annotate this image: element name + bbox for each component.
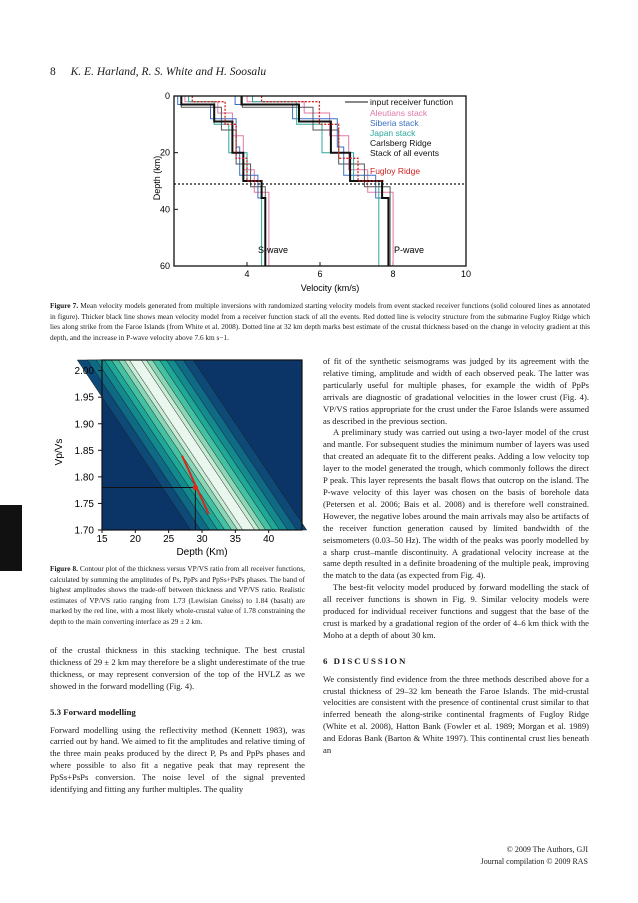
fig8-yticks xyxy=(75,366,102,536)
figure-8-caption-text: Contour plot of the thickness versus VP/VS ratio from all receiver functions, calculated by summing the amplitudes of Ps, PpPs and PpSs+PsPs phases. The band of highest amplitudes shows the trade-off between thickness and VP/VS ratio. Realistic estimates of VP/VS ratio ranging from 1.73 (Lewisian Gneiss) to 1.84 (basalt) are marked by the red line, with a most likely whole-crustal value of 1.78 constraining the depth to the main converting interface as 29 ± 2 km. xyxy=(50,564,305,626)
fig8-xtick-label: 15 xyxy=(96,534,108,545)
fig7-ytick-label: 20 xyxy=(159,147,170,158)
fig7-xlabel: Velocity (km/s) xyxy=(300,283,360,293)
fig7-xticks xyxy=(244,262,471,279)
figure-7-chart xyxy=(140,88,490,298)
fig8-xtick-label: 35 xyxy=(229,534,241,545)
left-paragraph-1: of the crustal thickness in this stacking technique. The best crustal thickness of 29 ± 2 km may therefore be a slight underestimate of the true thickness, or may represent conversion of the top of the HVLZ as we showed in the forward modelling (Fig. 4). xyxy=(50,645,305,691)
fig8-ytick-label: 1.80 xyxy=(74,472,94,484)
fig7-ylabel: Depth (km) xyxy=(152,155,162,201)
copyright-line-2: Journal compilation © 2009 RAS xyxy=(480,857,588,866)
fig8-ytick-label: 1.85 xyxy=(74,445,94,457)
fig8-xtick-label: 40 xyxy=(263,534,275,545)
figure-7-caption xyxy=(50,301,590,343)
running-header xyxy=(50,66,266,78)
fig7-xtick-label: 10 xyxy=(460,269,472,279)
section-heading-5-3: 5.3 Forward modelling xyxy=(50,706,136,717)
fig8-ylabel: Vp/Vs xyxy=(54,438,65,466)
left-column xyxy=(50,645,305,796)
figure-7-caption-text: Mean velocity models generated from multiple inversions with randomized starting velocity models from event stacked receiver functions (solid coloured lines as annotated in figure). Thicker black line shows mean velocity model from a receiver function stack of all the events. Red dotted line is velocity structure from the submarine Fugloy Ridge which lies along strike from the Faroe Islands (from White et al. 2008). Dotted line at 32 km depth marks best estimate of the crustal thickness based on the change in velocity gradient at this depth, and the increase in P-wave velocity above 7.6 km s−1. xyxy=(50,301,590,342)
fig7-legend-entry: Stack of all events xyxy=(370,148,439,158)
right-column xyxy=(323,356,589,757)
fig8-xtick-label: 30 xyxy=(196,534,208,545)
s-wave-label: S-wave xyxy=(258,245,289,255)
right-paragraph-1: of fit of the synthetic seismograms was judged by its agreement with the relative timing, amplitude and width of each observed peak. The latter was particularly useful for multiple phases, for example the width of PpPs arrivals are diagnostic of gradational velocities in the lower crust (Fig. 4). VP/VS ratios appropriate for the crust under the Faroe Islands were assumed as described in the previous section. xyxy=(323,356,589,426)
fig7-ytick-label: 0 xyxy=(164,91,170,101)
fig8-xtick-label: 20 xyxy=(129,534,141,545)
fugloy-ridge-p-profile xyxy=(262,96,384,181)
fig7-xtick-label: 8 xyxy=(390,269,396,279)
fugloy-ridge-s-profile xyxy=(192,96,261,181)
p-wave-label: P-wave xyxy=(394,245,425,255)
section-heading-6: 6 DISCUSSION xyxy=(323,655,408,666)
fig7-legend-entry: Siberia stack xyxy=(370,118,419,128)
fig7-legend-entry: Aleutians stack xyxy=(370,108,428,118)
right-paragraph-2: A preliminary study was carried out using a two-layer model of the crust and mantle. For subsequent studies the minimum number of layers was used that created an adequate fit to the different peaks. Adding a low velocity top layer to the model generated the trough, which commonly follows the direct P peak. This layer represents the basalt flows that outcrop on the island. The P-wave velocity of this layer was chosen on the basis of borehole data (Petersen et al. 2006; Bais et al. 2008) and is therefore well constrained. However, the negative lobes around the main arrivals may also be artifacts of the receiver function generation caused by limited bandwidth of the seismometers (0.03–50 Hz). The width of the peaks was poorly modelled by a sharp crust–mantle discontinuity. A gradational velocity increase at the same depth resulted in a definite broadening of the multiple peak, improving the match to the data (as expected from Fig. 4). xyxy=(323,427,589,581)
fig7-yticks xyxy=(160,91,178,271)
author-line: K. E. Harland, R. S. White and H. Soosalu xyxy=(70,66,267,78)
left-paragraph-2: Forward modelling using the reflectivity method (Kennett 1983), was carried out by hand. We aimed to fit the amplitudes and relative timing of the three main peaks produced by the direct P, Ps and PpPs phases and where possible to also fit a negative peak that may represent the PpSs+PsPs conversion. The noise level of the signal prevented identifying and fitting any further multiples. The quality xyxy=(50,724,305,795)
section-thumb-tab xyxy=(0,505,22,571)
copyright-line-1: © 2009 The Authors, GJI xyxy=(506,845,588,854)
figure-8-chart xyxy=(52,352,314,560)
right-paragraph-4: We consistently find evidence from the three methods described above for a crustal thickness of 29–32 km beneath the Faroe Islands. The mid-crustal velocities are consistent with the presence of continental crust similar to that inferred beneath the along-strike continental fragments of Fugloy Ridge (White et al. 2008), Hatton Bank (Fowler et al. 1989; Morgan et al. 1989) and Edoras Bank (Barton & White 1997). This continental crust lies beneath an xyxy=(323,673,589,756)
fig7-legend-entry: Japan stack xyxy=(370,128,416,138)
fig7-xtick-label: 6 xyxy=(317,269,323,279)
fig8-ytick-label: 1.70 xyxy=(74,525,94,537)
fig7-legend-entry: Fugloy Ridge xyxy=(370,166,421,176)
fig8-ytick-label: 1.90 xyxy=(74,419,94,431)
fig7-xtick-label: 4 xyxy=(244,269,250,279)
best-estimate-point xyxy=(193,485,198,490)
fig7-ytick-label: 40 xyxy=(159,204,170,215)
fig8-xticks xyxy=(96,530,274,545)
fig7-ytick-label: 60 xyxy=(159,261,170,271)
page-number: 8 xyxy=(50,66,56,78)
fig7-legend-entry: input receiver function xyxy=(370,97,454,107)
fig7-velocity-lines xyxy=(178,96,393,266)
fig8-ytick-label: 1.75 xyxy=(74,498,94,510)
figure-7-caption-label: Figure 7. xyxy=(50,301,79,310)
fig7-legend-entry: Carlsberg Ridge xyxy=(370,138,432,148)
fig8-xtick-label: 25 xyxy=(163,534,175,545)
fig8-ytick-label: 2.00 xyxy=(74,366,94,378)
figure-8-caption-label: Figure 8. xyxy=(50,564,78,573)
fig8-xlabel: Depth (Km) xyxy=(176,547,228,558)
fig8-ytick-label: 1.95 xyxy=(74,392,94,404)
right-paragraph-3: The best-fit velocity model produced by forward modelling the stack of all receiver functions is shown in Fig. 9. Similar velocity models were produced for individual receiver functions and suggest that the base of the crust is marked by a gradational region of the order of 4–6 km thick with the Moho at a depth of about 30 km. xyxy=(323,582,589,640)
figure-8-caption xyxy=(50,564,305,628)
